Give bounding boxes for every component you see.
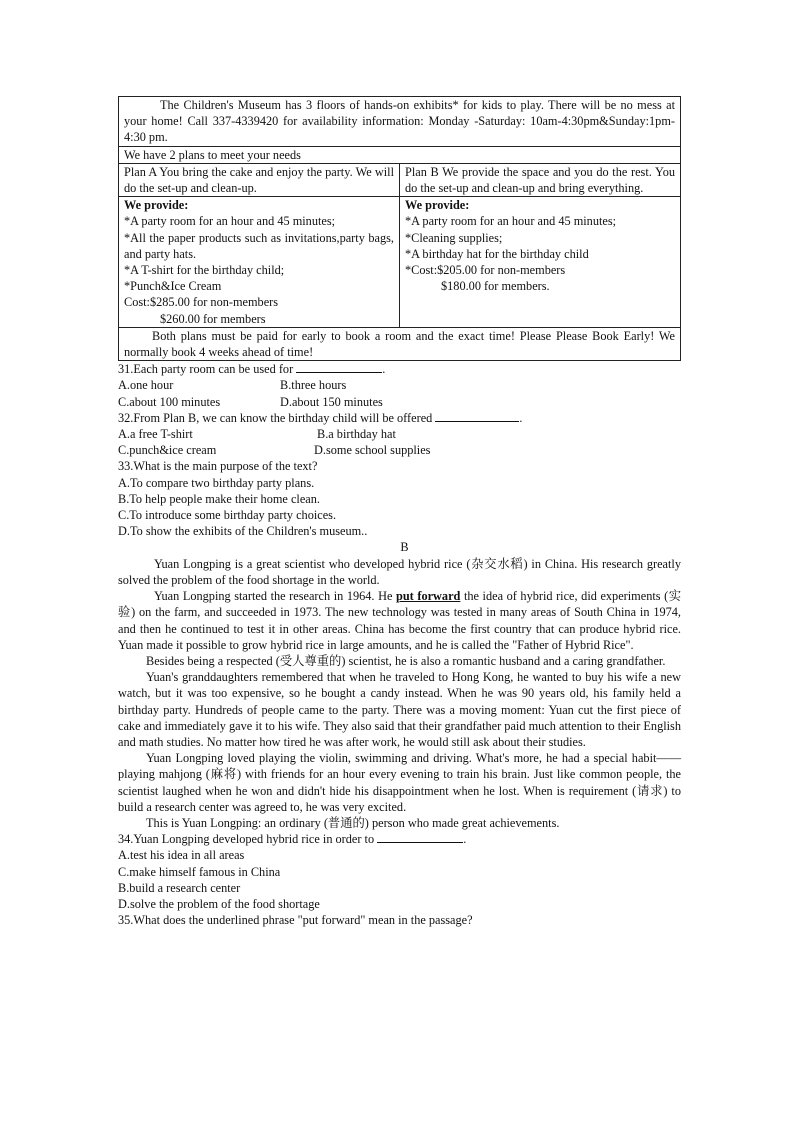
plan-a-item: *All the paper products such as invitations,party bags, and party hats. [124,230,394,261]
question-32-options-row-2 [118,442,681,458]
section-b-title: B [400,540,409,555]
passage-paragraph-6: This is Yuan Longping: an ordinary (普通的) person who made great achievements. [146,815,560,830]
passage-paragraph-5: Yuan Longping loved playing the violin, swimming and driving. What's more, he had a special habit——playing mahjong (麻将) with friends for an hour every evening to train his brain. Just like common people, the scientist laughed when he won and didn't hide his disappointment when he lost. When is requirement (请求) to build a research center was agreed to, he was very excited. [118,751,681,814]
plan-b-item: *Cleaning supplies; [405,230,503,245]
question-31-end: . [382,362,386,377]
answer-blank [435,410,519,422]
passage-paragraph-4: Yuan's granddaughters remembered that when he traveled to Hong Kong, he wanted to buy his wife a new watch, but it was too expensive, so he bought a candy instead. When he was 90 years old, his family held a birthday party. Hundreds of people came to the party. There was a moving moment: Yuan cut the first piece of cake and immediately gave it to his wife. They also said that their grandfather paid much attention to their English and math studies. No matter how tired he was after work, he would still ask about their studies. [118,670,681,749]
plan-b-provisions [400,197,681,328]
option-c: C.To introduce some birthday party choices. [118,508,337,523]
question-31-options-row-2 [118,394,681,410]
table-footer: Both plans must be paid for early to book a room and the exact time! Please Please Book Early! We normally book 4 weeks ahead of time! [119,327,681,360]
paragraph-text: Yuan Longping started the research in 1964. He [154,589,393,604]
passage-paragraph-1: Yuan Longping is a great scientist who developed hybrid rice (杂交水稻) in China. His research greatly solved the problem of the food shortage in the world. [118,556,681,587]
option-a: A.To compare two birthday party plans. [118,475,315,490]
option-d: D.about 150 minutes [280,394,383,409]
question-32 [118,410,681,426]
plan-b-item: *A birthday hat for the birthday child [405,246,589,261]
question-31-stem: 31.Each party room can be used for [118,362,294,377]
option-c: C.punch&ice cream [118,443,217,458]
question-32-stem: 32.From Plan B, we can know the birthday child will be offered [118,410,433,425]
question-32-end: . [519,410,523,425]
option-c: C.make himself famous in China [118,864,281,879]
plan-a-item: *A party room for an hour and 45 minutes; [124,214,336,229]
question-34-stem: 34.Yuan Longping developed hybrid rice in order to [118,832,375,847]
question-31-options-row-1 [118,377,681,393]
option-d: D.some school supplies [314,443,431,458]
option-d: D.solve the problem of the food shortage [118,896,320,911]
plan-a-cost: Cost:$285.00 for non-members [124,295,279,310]
option-b: B.To help people make their home clean. [118,491,320,506]
paragraph-text: the idea of hybrid rice, did experiments (实验) on the farm, and succeeded in 1973. The new technology was tested in many areas of South China in 1974, and then he continued to test it in other areas. China has become the first country that can produce hybrid rice. Yuan made it possible to grow hybrid rice in large amounts, and he is called the "Father of Hybrid Rice". [118,589,682,652]
answer-blank [296,361,382,373]
option-b: B.build a research center [118,880,241,895]
passage-paragraph-3: Besides being a respected (受人尊重的) scientist, he is also a romantic husband and a caring grandfather. [146,653,666,668]
passage-paragraph-2 [118,588,681,653]
plan-a-provide-title: We provide: [124,198,189,213]
exam-page [118,96,681,928]
question-34-end: . [463,832,467,847]
option-b: B.three hours [280,378,347,393]
plan-b-description: Plan B We provide the space and you do the rest. You do the set-up and clean-up and bring everything. [400,163,681,196]
underlined-phrase: put forward [396,589,461,604]
option-b: B.a birthday hat [317,427,396,442]
plan-a-item: *A T-shirt for the birthday child; [124,263,285,278]
plans-header: We have 2 plans to meet your needs [119,146,681,163]
plan-b-item: *A party room for an hour and 45 minutes; [405,214,617,229]
plan-a-item: *Punch&Ice Cream [124,279,222,294]
option-d: D.To show the exhibits of the Children's museum.. [118,524,368,539]
plan-a-description: Plan A You bring the cake and enjoy the party. We will do the set-up and clean-up. [119,163,400,196]
answer-blank [377,831,463,843]
plan-b-provide-title: We provide: [405,198,470,213]
question-34 [118,831,681,847]
question-31 [118,361,681,377]
museum-party-table [118,96,681,361]
question-33-stem: 33.What is the main purpose of the text? [118,459,318,474]
plan-b-cost-members: $180.00 for members. [441,279,550,294]
question-35-stem: 35.What does the underlined phrase "put forward" mean in the passage? [118,913,473,928]
option-a: A.a free T-shirt [118,427,193,442]
question-32-options-row-1 [118,426,681,442]
plan-a-provisions [119,197,400,328]
plan-a-cost-members: $260.00 for members [160,311,266,326]
option-c: C.about 100 minutes [118,394,221,409]
plan-b-item: *Cost:$205.00 for non-members [405,263,566,278]
option-a: A.test his idea in all areas [118,848,245,863]
museum-intro: The Children's Museum has 3 floors of hands-on exhibits* for kids to play. There will be no mess at your home! Call 337-4339420 for availability information: Monday -Saturday: 10am-4:30pm&Sunday:1pm-4:30 pm. [119,97,681,147]
option-a: A.one hour [118,378,174,393]
